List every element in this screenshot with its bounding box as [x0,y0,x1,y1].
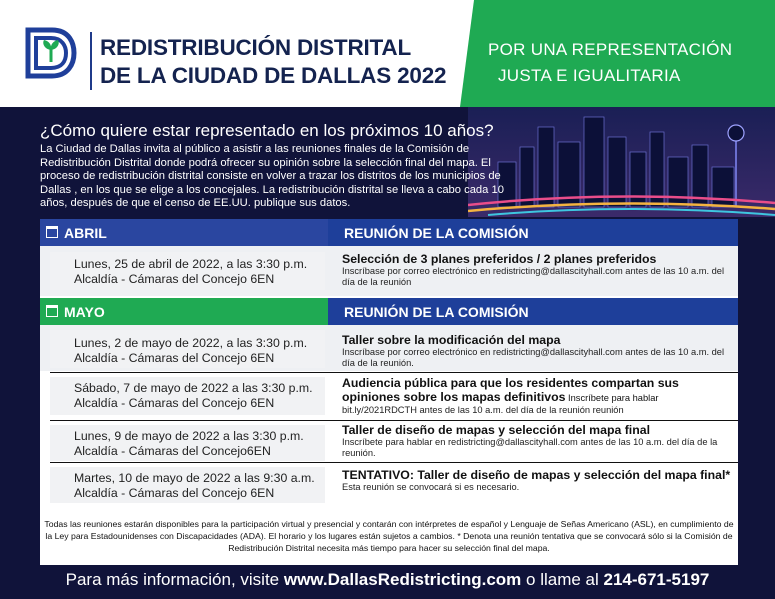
meeting-row [40,374,738,420]
meeting-details [340,423,738,459]
calendar-icon [46,226,58,238]
meeting-place: Alcaldía - Cámaras del Concejo 6EN [74,486,275,500]
meeting-when [50,467,325,503]
section-heading-label: REUNIÓN DE LA COMISIÓN [344,225,529,241]
page-title [100,34,446,90]
meeting-row [40,325,738,371]
month-header-abril [40,219,328,246]
meeting-note: Inscríbase por correo electrónico en redistricting@dallascityhall.com antes de las 10 a.m. del día de la reunión [342,266,725,287]
meeting-title-note: Inscríbete para hablar [565,393,659,403]
row-divider [50,420,738,421]
row-divider [50,462,738,463]
header-subtitle [488,37,732,89]
meeting-title: Selección de 3 planes preferidos / 2 planes preferidos [342,252,657,266]
meeting-place: Alcaldía - Cámaras del Concejo6EN [74,444,271,458]
meeting-date: Lunes, 9 de mayo de 2022 a las 3:30 p.m. [74,429,304,443]
meeting-row [40,464,738,506]
section-heading-abril [328,219,738,246]
section-heading-mayo [328,298,738,325]
meeting-place: Alcaldía - Cámaras del Concejo 6EN [74,272,275,286]
month-header-mayo [40,298,328,325]
website-link[interactable]: www.DallasRedistricting.com [283,570,522,589]
meeting-details [340,333,738,369]
meeting-when [50,425,325,461]
meeting-note: Inscríbete para hablar en redistricting@dallascityhall.com antes de las 10 a.m. del día de la reunión. [342,437,718,458]
meeting-row [40,246,738,296]
meeting-title-text: Audiencia pública para que los residentes compartan sus opiniones sobre los mapas definitivos [342,376,679,404]
meeting-title [340,376,738,405]
meeting-place: Alcaldía - Cámaras del Concejo 6EN [74,396,275,410]
calendar-icon [46,305,58,317]
meeting-title: TENTATIVO: Taller de diseño de mapas y selección del mapa final* [342,468,731,482]
meeting-title: Taller de diseño de mapas y selección del mapa final [342,423,650,437]
header-divider [90,32,92,90]
section-heading-label: REUNIÓN DE LA COMISIÓN [344,304,529,320]
meeting-when [50,252,325,290]
header [0,0,775,107]
intro-question: ¿Cómo quiere estar representado en los próximos 10 años? [40,121,494,140]
meeting-details [340,468,738,493]
subtitle-line-2: JUSTA E IGUALITARIA [498,66,681,85]
meeting-date: Sábado, 7 de mayo de 2022 a las 3:30 p.m. [74,381,313,395]
month-label: ABRIL [64,225,107,241]
meeting-date: Lunes, 2 de mayo de 2022, a las 3:30 p.m. [74,336,308,350]
meeting-schedule [40,219,738,515]
title-line-2: DE LA CIUDAD DE DALLAS 2022 [100,63,447,88]
dallas-logo-icon [22,22,80,84]
title-line-1: REDISTRIBUCIÓN DISTRITAL [100,35,412,60]
intro-text: La Ciudad de Dallas invita al público a asistir a las reuniones finales de la Comisión de Redistribución Distrital donde podrá ofrecer su opinión sobre la selección final del mapa. El proceso de redistribución distrital consiste en volver a trazar los distritos de los municipios de Dallas , en los que se elige a los concejales. La redistribución distrital se lleva a cabo cada 10 años, después de que el censo de EE.UU. publique sus datos. [40,143,504,209]
month-label: MAYO [64,304,105,320]
meeting-title: Taller sobre la modificación del mapa [342,333,561,347]
meeting-row [40,422,738,462]
row-divider [50,372,738,373]
meeting-details [340,376,738,416]
subtitle-line-1: POR UNA REPRESENTACIÓN [488,40,733,59]
meeting-date: Lunes, 25 de abril de 2022, a las 3:30 p.m. [74,257,308,271]
phone-number[interactable]: 214-671-5197 [603,570,710,589]
contact-line [0,570,775,590]
meeting-details [340,252,738,288]
meeting-place: Alcaldía - Cámaras del Concejo 6EN [74,351,275,365]
meeting-date: Martes, 10 de mayo de 2022 a las 9:30 a.m. [74,471,315,485]
meeting-note: bit.ly/2021RDCTH antes de las 10 a.m. del día de la reunión reunión [342,405,624,415]
contact-mid: o llame al [521,570,604,589]
meeting-note: Esta reunión se convocará si es necesario. [342,482,520,492]
contact-prefix: Para más información, visite [65,570,284,589]
footer-disclaimer: Todas las reuniones estarán disponibles para la participación virtual y presencial y contarán con intérpretes de español y Lenguaje de Señas Americano (ASL), en cumplimiento de la Ley para Estadounidenses con Discapacidades (ADA). El horario y los lugares están sujetos a cambios. * Denota una reunión tentativa que se convocará sólo si la Comisión de Redistribución Distrital necesita más tiempo para hacer su selección final del mapa. [40,515,738,565]
meeting-when [50,377,325,415]
city-skyline-image [468,107,775,217]
meeting-note: Inscríbase por correo electrónico en redistricting@dallascityhall.com antes de las 10 a.m. del día de la reunión. [342,347,725,368]
meeting-when [50,330,325,368]
